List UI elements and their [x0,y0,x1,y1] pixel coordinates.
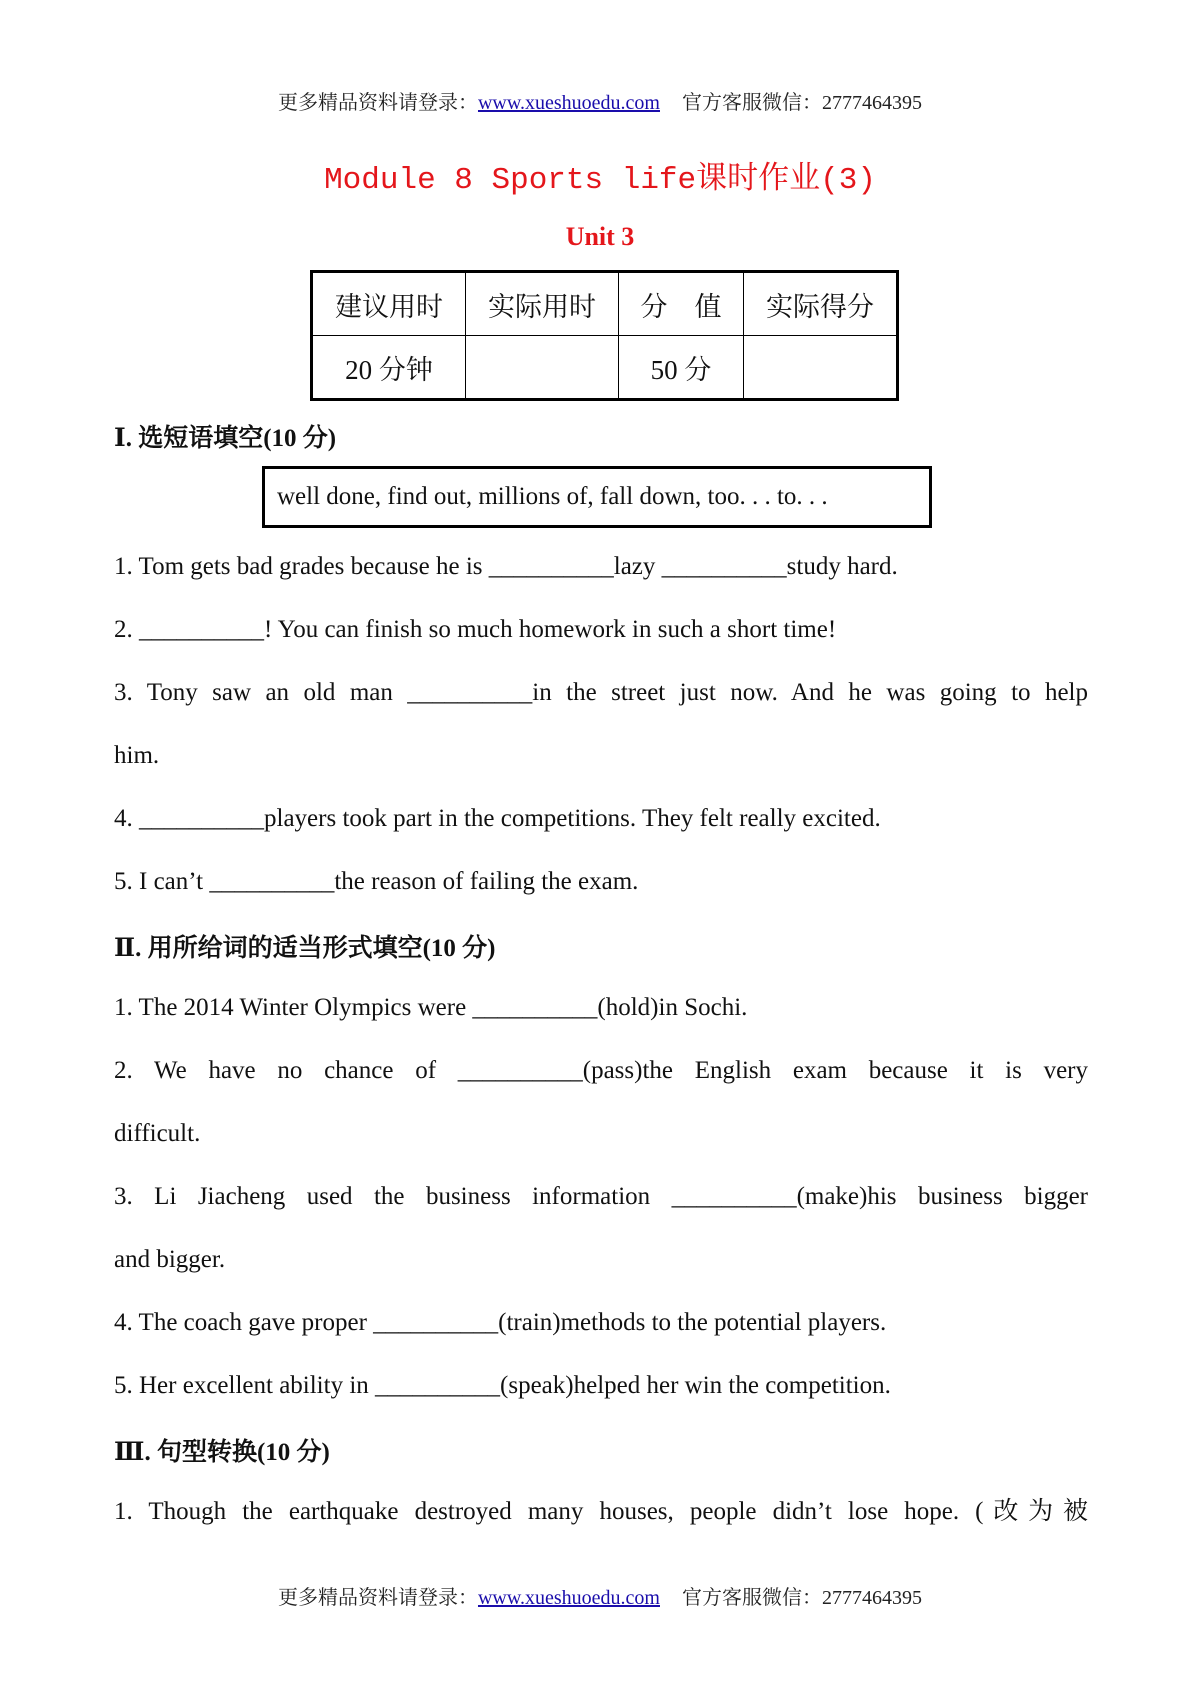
table-header-cell: 实际得分 [744,272,898,336]
time-score-table [310,270,899,401]
table-value-cell: 50 分 [619,336,744,400]
table-value-cell: 20 分钟 [312,336,466,400]
footer-wechat: 官方客服微信：2777464395 [682,1587,922,1609]
document-title: Module 8 Sports life课时作业(3) [324,163,876,198]
question-continued: difficult. [114,1120,201,1147]
table-value-cell [744,336,898,400]
question: 1. Though the earthquake destroyed many houses, people didn’t lose hope. (改为被 [114,1498,1088,1525]
question-continued: and bigger. [114,1246,226,1273]
table-header-cell: 分 值 [619,272,744,336]
question: 2. We have no chance of __________(pass)the English exam because it is very [114,1057,1088,1084]
question: 5. I can’t __________the reason of failing the exam. [114,868,639,895]
document-subtitle: Unit 3 [565,222,635,251]
table-header-row [312,272,898,336]
footer-prefix: 更多精品资料请登录： [277,1587,478,1609]
header-link[interactable]: www.xueshuoedu.com [477,92,660,114]
phrase-box: well done, find out, millions of, fall down, too. . . to. . . [262,466,932,528]
page-footer [0,1581,1200,1610]
question: 1. The 2014 Winter Olympics were __________(hold)in Sochi. [114,994,748,1021]
question-continued: him. [114,742,160,769]
question: 4. The coach gave proper __________(train)methods to the potential players. [114,1309,887,1336]
table-value-row [312,336,898,400]
page-header [0,86,1200,115]
section-heading: Ⅰ. 选短语填空(10 分) [114,425,337,452]
header-prefix: 更多精品资料请登录： [277,92,478,114]
footer-link[interactable]: www.xueshuoedu.com [477,1587,660,1609]
table-header-cell: 实际用时 [466,272,619,336]
question: 2. __________! You can finish so much homework in such a short time! [114,616,837,643]
table-value-cell [466,336,619,400]
header-wechat: 官方客服微信：2777464395 [682,92,922,114]
question: 1. Tom gets bad grades because he is __________lazy __________study hard. [114,553,898,580]
section-heading: Ⅲ. 句型转换(10 分) [114,1439,330,1466]
question: 3. Tony saw an old man __________in the street just now. And he was going to help [114,679,1088,706]
question: 4. __________players took part in the competitions. They felt really excited. [114,805,881,832]
question: 5. Her excellent ability in __________(speak)helped her win the competition. [114,1372,891,1399]
section-heading: Ⅱ. 用所给词的适当形式填空(10 分) [114,935,496,962]
question: 3. Li Jiacheng used the business information __________(make)his business bigger [114,1183,1088,1210]
table-header-cell: 建议用时 [312,272,466,336]
